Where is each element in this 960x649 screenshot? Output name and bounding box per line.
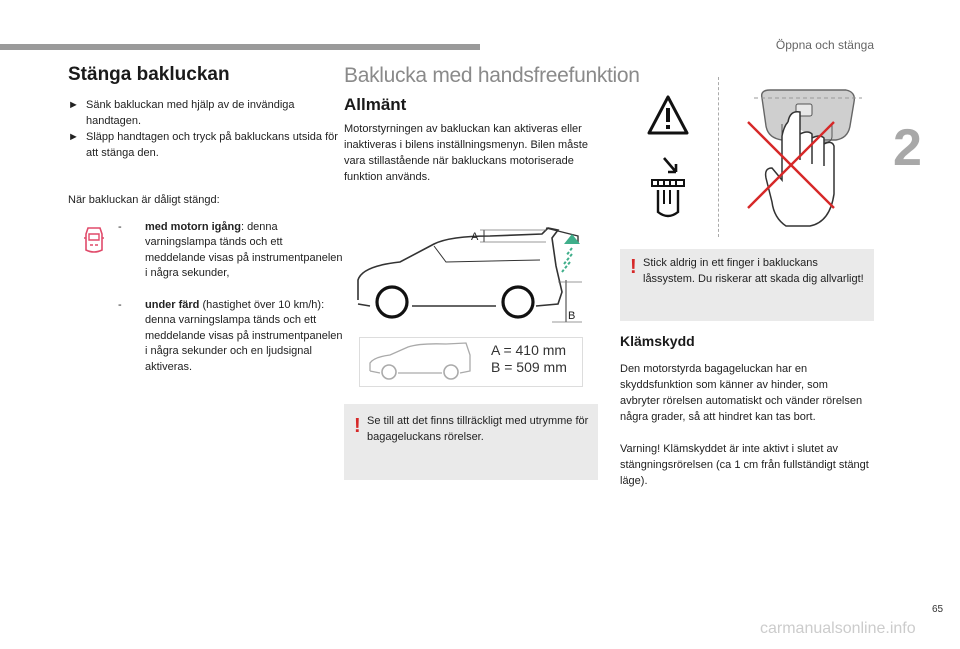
anti-pinch-warning-paragraph: Varning! Klämskyddet är inte aktivt i slutet av stängningsrörelsen (ca 1 cm från fullständigt stängt läge). bbox=[620, 443, 869, 487]
subtitle-general: Allmänt bbox=[344, 95, 407, 114]
general-paragraph: Motorstyrningen av bakluckan kan aktiveras eller inaktiveras i bilens inställningsmenyn. Bilen måste vara stillastående när bakluckans motoriserade funktion används. bbox=[344, 123, 588, 183]
header-bar bbox=[0, 44, 480, 50]
dimension-a: A = 410 mm bbox=[491, 342, 567, 358]
no-finger-in-lock-illustration bbox=[726, 82, 872, 236]
anti-pinch-paragraph: Den motorstyrda bagageluckan har en skyddsfunktion som känner av hinder, som avbryter rörelsen automatiskt och vänder rörelsen några grader, så att hindret kan tas bort. bbox=[620, 363, 863, 423]
section-title-close-tailgate: Stänga bakluckan bbox=[68, 64, 230, 85]
hand-press-icon bbox=[644, 156, 692, 222]
intro-text: När bakluckan är dåligt stängd: bbox=[68, 194, 220, 206]
tailgate-dimension-diagram bbox=[350, 222, 590, 324]
car-outline-icon bbox=[366, 341, 474, 381]
dimension-b: B = 509 mm bbox=[491, 359, 567, 375]
list-item: - med motorn igång: denna varningslampa tänds och ett meddelande visas på instrumentpanelen i några sekunder, bbox=[118, 221, 343, 280]
footer-watermark: carmanualsonline.info bbox=[760, 620, 916, 637]
chapter-number: 2 bbox=[893, 119, 922, 177]
exclamation-icon: ! bbox=[630, 256, 637, 278]
bullet-marker-icon: ► bbox=[68, 131, 79, 143]
page-number: 65 bbox=[932, 604, 944, 615]
section-title-handsfree: Baklucka med handsfreefunktion bbox=[344, 64, 640, 87]
bullet-item: ► Släpp handtagen och tryck på bakluckans utsida för att stänga den. bbox=[68, 131, 338, 159]
exclamation-icon: ! bbox=[354, 415, 361, 437]
warning-box-finger: ! Stick aldrig in ett finger i bakluckans låssystem. Du riskerar att skada dig allvarligt! bbox=[620, 249, 874, 321]
divider-line bbox=[718, 77, 719, 237]
bullet-item: ► Sänk bakluckan med hjälp av de invändiga handtagen. bbox=[68, 99, 295, 127]
warning-triangle-icon bbox=[646, 94, 690, 136]
label-b: B bbox=[568, 310, 576, 322]
warning-box-space: ! Se till att det finns tillräckligt med utrymme för bagageluckans rörelser. bbox=[344, 404, 598, 480]
subtitle-anti-pinch: Klämskydd bbox=[620, 333, 695, 349]
chapter-title: Öppna och stänga bbox=[775, 38, 874, 52]
list-item: - under färd (hastighet över 10 km/h): denna varningslampa tänds och ett meddelande visas på instrumentpanelen i några sekunder och en ljudsignal aktiveras. bbox=[118, 299, 343, 373]
label-a: A bbox=[471, 231, 479, 243]
car-door-warning-icon bbox=[82, 224, 106, 256]
bullet-marker-icon: ► bbox=[68, 99, 79, 111]
